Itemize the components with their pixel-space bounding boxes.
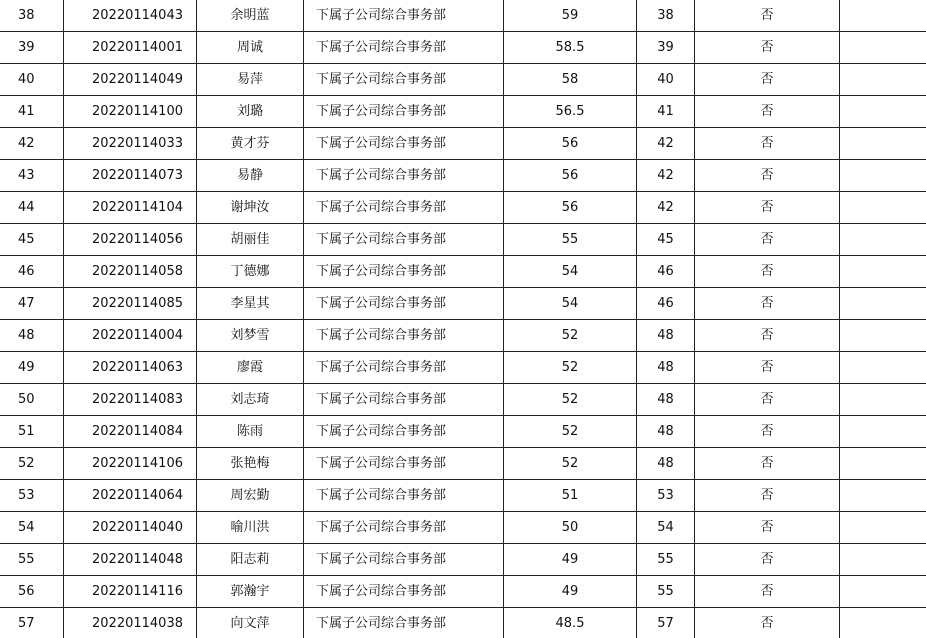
name-cell: 周诚 bbox=[197, 32, 304, 64]
rank-cell: 42 bbox=[637, 192, 695, 224]
interview-flag-cell: 否 bbox=[695, 256, 840, 288]
empty-cell bbox=[840, 480, 926, 512]
candidate-id-cell: 20220114085 bbox=[64, 288, 197, 320]
department-cell: 下属子公司综合事务部 bbox=[304, 160, 504, 192]
candidate-id-cell: 20220114038 bbox=[64, 608, 197, 638]
row-number-cell: 43 bbox=[0, 160, 64, 192]
empty-cell bbox=[840, 512, 926, 544]
rank-cell: 42 bbox=[637, 160, 695, 192]
row-number-cell: 40 bbox=[0, 64, 64, 96]
rank-cell: 40 bbox=[637, 64, 695, 96]
empty-cell bbox=[840, 0, 926, 32]
table-row bbox=[0, 192, 926, 224]
empty-cell bbox=[840, 352, 926, 384]
row-number-cell: 46 bbox=[0, 256, 64, 288]
score-cell: 49 bbox=[504, 576, 637, 608]
row-number-cell: 45 bbox=[0, 224, 64, 256]
table-row bbox=[0, 32, 926, 64]
name-cell: 丁德娜 bbox=[197, 256, 304, 288]
empty-cell bbox=[840, 256, 926, 288]
rank-cell: 46 bbox=[637, 256, 695, 288]
name-cell: 喻川洪 bbox=[197, 512, 304, 544]
candidate-id-cell: 20220114083 bbox=[64, 384, 197, 416]
score-cell: 48.5 bbox=[504, 608, 637, 638]
row-number-cell: 49 bbox=[0, 352, 64, 384]
empty-cell bbox=[840, 320, 926, 352]
candidate-id-cell: 20220114043 bbox=[64, 0, 197, 32]
department-cell: 下属子公司综合事务部 bbox=[304, 480, 504, 512]
row-number-cell: 55 bbox=[0, 544, 64, 576]
empty-cell bbox=[840, 160, 926, 192]
name-cell: 陈雨 bbox=[197, 416, 304, 448]
department-cell: 下属子公司综合事务部 bbox=[304, 256, 504, 288]
interview-flag-cell: 否 bbox=[695, 608, 840, 638]
score-cell: 54 bbox=[504, 256, 637, 288]
department-cell: 下属子公司综合事务部 bbox=[304, 416, 504, 448]
interview-flag-cell: 否 bbox=[695, 32, 840, 64]
rank-cell: 48 bbox=[637, 384, 695, 416]
score-cell: 58.5 bbox=[504, 32, 637, 64]
table-row bbox=[0, 576, 926, 608]
interview-flag-cell: 否 bbox=[695, 128, 840, 160]
interview-flag-cell: 否 bbox=[695, 192, 840, 224]
rank-cell: 48 bbox=[637, 448, 695, 480]
score-cell: 52 bbox=[504, 416, 637, 448]
candidate-id-cell: 20220114073 bbox=[64, 160, 197, 192]
name-cell: 刘梦雪 bbox=[197, 320, 304, 352]
department-cell: 下属子公司综合事务部 bbox=[304, 608, 504, 638]
row-number-cell: 52 bbox=[0, 448, 64, 480]
name-cell: 胡丽佳 bbox=[197, 224, 304, 256]
interview-flag-cell: 否 bbox=[695, 544, 840, 576]
candidate-id-cell: 20220114033 bbox=[64, 128, 197, 160]
interview-flag-cell: 否 bbox=[695, 352, 840, 384]
department-cell: 下属子公司综合事务部 bbox=[304, 288, 504, 320]
name-cell: 周宏勤 bbox=[197, 480, 304, 512]
name-cell: 向文萍 bbox=[197, 608, 304, 638]
table-row bbox=[0, 128, 926, 160]
department-cell: 下属子公司综合事务部 bbox=[304, 576, 504, 608]
interview-flag-cell: 否 bbox=[695, 224, 840, 256]
row-number-cell: 53 bbox=[0, 480, 64, 512]
department-cell: 下属子公司综合事务部 bbox=[304, 352, 504, 384]
score-cell: 50 bbox=[504, 512, 637, 544]
interview-flag-cell: 否 bbox=[695, 64, 840, 96]
name-cell: 易静 bbox=[197, 160, 304, 192]
interview-flag-cell: 否 bbox=[695, 384, 840, 416]
table-row bbox=[0, 480, 926, 512]
table-row bbox=[0, 256, 926, 288]
rank-cell: 54 bbox=[637, 512, 695, 544]
interview-flag-cell: 否 bbox=[695, 448, 840, 480]
department-cell: 下属子公司综合事务部 bbox=[304, 384, 504, 416]
interview-flag-cell: 否 bbox=[695, 320, 840, 352]
interview-flag-cell: 否 bbox=[695, 480, 840, 512]
score-cell: 54 bbox=[504, 288, 637, 320]
rank-cell: 57 bbox=[637, 608, 695, 638]
row-number-cell: 56 bbox=[0, 576, 64, 608]
interview-flag-cell: 否 bbox=[695, 288, 840, 320]
empty-cell bbox=[840, 64, 926, 96]
empty-cell bbox=[840, 96, 926, 128]
name-cell: 黄才芬 bbox=[197, 128, 304, 160]
department-cell: 下属子公司综合事务部 bbox=[304, 96, 504, 128]
table-row bbox=[0, 384, 926, 416]
row-number-cell: 38 bbox=[0, 0, 64, 32]
name-cell: 易萍 bbox=[197, 64, 304, 96]
interview-flag-cell: 否 bbox=[695, 512, 840, 544]
score-cell: 52 bbox=[504, 352, 637, 384]
score-cell: 56 bbox=[504, 160, 637, 192]
candidate-id-cell: 20220114106 bbox=[64, 448, 197, 480]
score-cell: 52 bbox=[504, 384, 637, 416]
rank-cell: 48 bbox=[637, 320, 695, 352]
table-row bbox=[0, 608, 926, 638]
empty-cell bbox=[840, 448, 926, 480]
table-row bbox=[0, 160, 926, 192]
candidate-id-cell: 20220114104 bbox=[64, 192, 197, 224]
empty-cell bbox=[840, 416, 926, 448]
rank-cell: 38 bbox=[637, 0, 695, 32]
table-row bbox=[0, 416, 926, 448]
candidate-id-cell: 20220114040 bbox=[64, 512, 197, 544]
rank-cell: 53 bbox=[637, 480, 695, 512]
rank-cell: 42 bbox=[637, 128, 695, 160]
empty-cell bbox=[840, 192, 926, 224]
department-cell: 下属子公司综合事务部 bbox=[304, 512, 504, 544]
empty-cell bbox=[840, 608, 926, 638]
row-number-cell: 39 bbox=[0, 32, 64, 64]
candidate-id-cell: 20220114100 bbox=[64, 96, 197, 128]
empty-cell bbox=[840, 224, 926, 256]
table-row bbox=[0, 96, 926, 128]
table-row bbox=[0, 0, 926, 32]
candidate-id-cell: 20220114084 bbox=[64, 416, 197, 448]
candidate-id-cell: 20220114063 bbox=[64, 352, 197, 384]
department-cell: 下属子公司综合事务部 bbox=[304, 0, 504, 32]
rank-cell: 45 bbox=[637, 224, 695, 256]
candidate-id-cell: 20220114004 bbox=[64, 320, 197, 352]
rank-cell: 39 bbox=[637, 32, 695, 64]
score-cell: 56 bbox=[504, 128, 637, 160]
score-cell: 56.5 bbox=[504, 96, 637, 128]
department-cell: 下属子公司综合事务部 bbox=[304, 128, 504, 160]
table-row bbox=[0, 352, 926, 384]
interview-flag-cell: 否 bbox=[695, 96, 840, 128]
rank-cell: 48 bbox=[637, 416, 695, 448]
candidate-id-cell: 20220114049 bbox=[64, 64, 197, 96]
interview-flag-cell: 否 bbox=[695, 576, 840, 608]
table-row bbox=[0, 224, 926, 256]
name-cell: 余明蓝 bbox=[197, 0, 304, 32]
rank-cell: 46 bbox=[637, 288, 695, 320]
score-cell: 52 bbox=[504, 320, 637, 352]
name-cell: 刘志琦 bbox=[197, 384, 304, 416]
empty-cell bbox=[840, 576, 926, 608]
score-cell: 59 bbox=[504, 0, 637, 32]
name-cell: 谢坤汝 bbox=[197, 192, 304, 224]
candidate-id-cell: 20220114116 bbox=[64, 576, 197, 608]
table-row bbox=[0, 288, 926, 320]
table-row bbox=[0, 448, 926, 480]
row-number-cell: 51 bbox=[0, 416, 64, 448]
name-cell: 廖霞 bbox=[197, 352, 304, 384]
empty-cell bbox=[840, 32, 926, 64]
department-cell: 下属子公司综合事务部 bbox=[304, 224, 504, 256]
department-cell: 下属子公司综合事务部 bbox=[304, 192, 504, 224]
row-number-cell: 42 bbox=[0, 128, 64, 160]
department-cell: 下属子公司综合事务部 bbox=[304, 320, 504, 352]
department-cell: 下属子公司综合事务部 bbox=[304, 544, 504, 576]
score-cell: 51 bbox=[504, 480, 637, 512]
interview-flag-cell: 否 bbox=[695, 160, 840, 192]
row-number-cell: 50 bbox=[0, 384, 64, 416]
row-number-cell: 47 bbox=[0, 288, 64, 320]
row-number-cell: 48 bbox=[0, 320, 64, 352]
row-number-cell: 57 bbox=[0, 608, 64, 638]
department-cell: 下属子公司综合事务部 bbox=[304, 32, 504, 64]
score-cell: 58 bbox=[504, 64, 637, 96]
score-cell: 56 bbox=[504, 192, 637, 224]
name-cell: 刘璐 bbox=[197, 96, 304, 128]
table-row bbox=[0, 320, 926, 352]
score-cell: 52 bbox=[504, 448, 637, 480]
rank-cell: 48 bbox=[637, 352, 695, 384]
table-row bbox=[0, 544, 926, 576]
candidate-id-cell: 20220114056 bbox=[64, 224, 197, 256]
row-number-cell: 44 bbox=[0, 192, 64, 224]
name-cell: 郭瀚宇 bbox=[197, 576, 304, 608]
interview-flag-cell: 否 bbox=[695, 416, 840, 448]
score-cell: 55 bbox=[504, 224, 637, 256]
candidate-id-cell: 20220114064 bbox=[64, 480, 197, 512]
candidate-id-cell: 20220114048 bbox=[64, 544, 197, 576]
department-cell: 下属子公司综合事务部 bbox=[304, 448, 504, 480]
candidate-id-cell: 20220114058 bbox=[64, 256, 197, 288]
row-number-cell: 41 bbox=[0, 96, 64, 128]
score-cell: 49 bbox=[504, 544, 637, 576]
row-number-cell: 54 bbox=[0, 512, 64, 544]
name-cell: 李星其 bbox=[197, 288, 304, 320]
empty-cell bbox=[840, 544, 926, 576]
empty-cell bbox=[840, 384, 926, 416]
empty-cell bbox=[840, 128, 926, 160]
empty-cell bbox=[840, 288, 926, 320]
rank-cell: 41 bbox=[637, 96, 695, 128]
name-cell: 张艳梅 bbox=[197, 448, 304, 480]
table-row bbox=[0, 64, 926, 96]
candidate-id-cell: 20220114001 bbox=[64, 32, 197, 64]
rank-cell: 55 bbox=[637, 576, 695, 608]
table-row bbox=[0, 512, 926, 544]
name-cell: 阳志莉 bbox=[197, 544, 304, 576]
department-cell: 下属子公司综合事务部 bbox=[304, 64, 504, 96]
rank-cell: 55 bbox=[637, 544, 695, 576]
interview-flag-cell: 否 bbox=[695, 0, 840, 32]
